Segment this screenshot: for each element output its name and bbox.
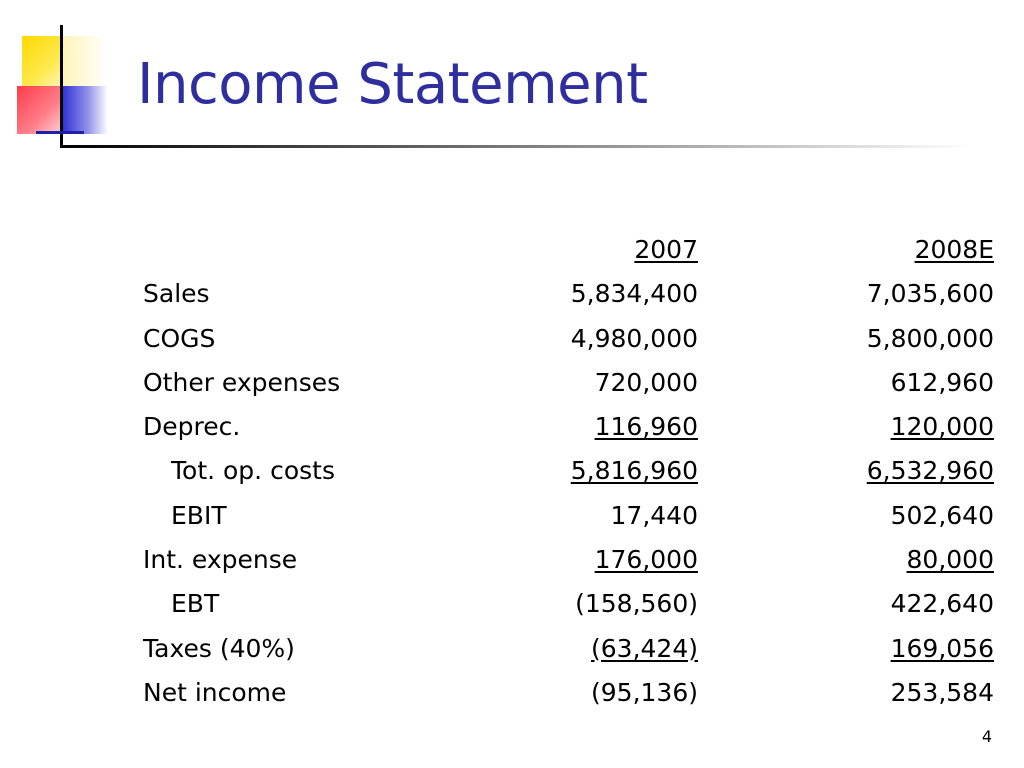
table-row <box>143 582 994 626</box>
value-2007: 5,834,400 <box>570 279 698 309</box>
column-header-2008e: 2008E <box>914 235 994 264</box>
value-2007: 17,440 <box>610 500 698 530</box>
table-header-row <box>143 228 994 272</box>
value-2008e: 253,584 <box>890 677 994 707</box>
logo-horizontal-line <box>36 131 84 134</box>
title-divider <box>60 145 970 148</box>
logo-fade-square <box>62 36 108 86</box>
page-number: 4 <box>981 727 992 746</box>
slide-logo-decoration <box>0 0 120 150</box>
row-label: Tot. op. costs <box>171 456 335 486</box>
value-2007: (63,424) <box>591 633 698 663</box>
value-2007: 116,960 <box>594 412 698 442</box>
logo-blue-square <box>62 86 108 134</box>
value-2008e: 502,640 <box>890 500 994 530</box>
table-row <box>143 449 994 493</box>
row-label: Int. expense <box>143 545 298 575</box>
logo-red-square <box>17 86 62 134</box>
table-row <box>143 405 994 449</box>
table-row <box>143 317 994 361</box>
value-2007: 176,000 <box>594 545 698 575</box>
table-row <box>143 272 994 316</box>
value-2008e: 7,035,600 <box>866 279 994 309</box>
row-label: Sales <box>143 279 210 309</box>
row-label: EBIT <box>171 500 227 530</box>
table-row <box>143 494 994 538</box>
table-row <box>143 671 994 715</box>
table-body <box>143 272 994 715</box>
value-2007: (158,560) <box>575 589 698 619</box>
value-2008e: 169,056 <box>890 633 994 663</box>
row-label: Deprec. <box>143 412 241 442</box>
table-row <box>143 361 994 405</box>
value-2007: 4,980,000 <box>570 323 698 353</box>
value-2008e: 5,800,000 <box>866 323 994 353</box>
row-label: COGS <box>143 323 216 353</box>
row-label: Taxes (40%) <box>143 633 295 663</box>
value-2007: 720,000 <box>594 367 698 397</box>
value-2008e: 422,640 <box>890 589 994 619</box>
table-row <box>143 627 994 671</box>
value-2007: 5,816,960 <box>570 456 698 486</box>
value-2007: (95,136) <box>591 677 698 707</box>
value-2008e: 80,000 <box>906 545 994 575</box>
row-label: Other expenses <box>143 367 341 397</box>
income-statement-table <box>143 228 994 715</box>
row-label: Net income <box>143 677 287 707</box>
table-row <box>143 538 994 582</box>
value-2008e: 120,000 <box>890 412 994 442</box>
value-2008e: 612,960 <box>890 367 994 397</box>
logo-vertical-line <box>60 25 63 145</box>
slide-title: Income Statement <box>137 52 648 117</box>
row-label: EBT <box>171 589 220 619</box>
value-2008e: 6,532,960 <box>866 456 994 486</box>
column-header-2007: 2007 <box>634 235 698 264</box>
